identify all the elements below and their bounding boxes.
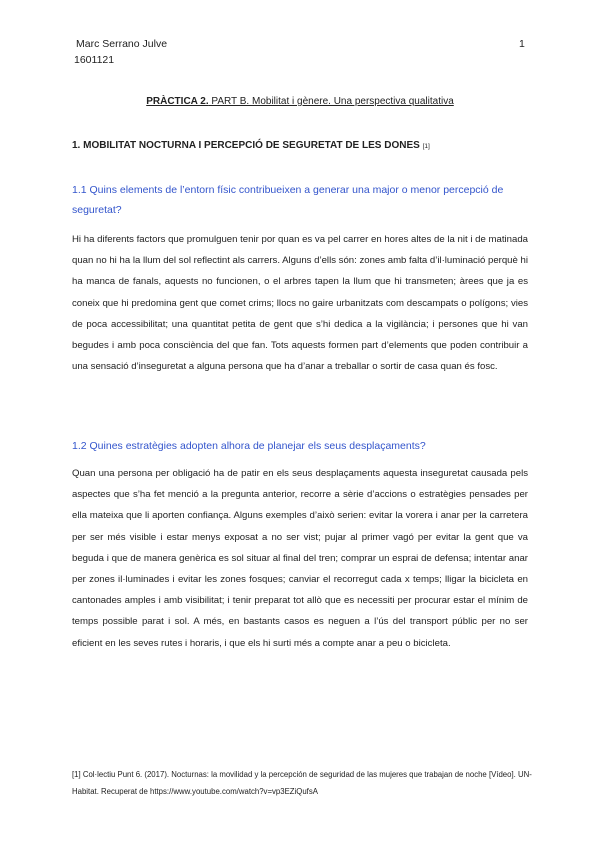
section-heading bbox=[72, 140, 430, 151]
header-student-id: 1601121 bbox=[74, 54, 115, 66]
question-2-answer: Quan una persona per obligació ha de patir en els seus desplaçaments aquesta inseguretat causada pels aspectes que s’ha fet menció a la pregunta anterior, recorre a sèrie d’accions o estratègies pensades per ella mateixa que li aporten confiança. Alguns exemples d’això serien: evitar la vorera i anar per la carretera per ser més visible i estar menys exposat a no ser vist; pujar al primer vagó per evitar la gent que va beguda i que de manera genèrica es sol situar al final del tren; comprar un esprai de defensa; intentar anar per zones il·luminades i evitar les zones fosques; canviar el recorregut cada x temps; lligar la bicicleta en cantonades amples i amb visibilitat; i tenir preparat tot allò que es necessiti per procurar estar el mínim de temps possible parat i sol. A més, en bastants casos es neguen a l’ús del transport públic per no ser eficient en les seves rutes i horaris, i que els hi surti més a compte anar a peu o bicicleta. bbox=[72, 468, 528, 649]
question-1-answer: Hi ha diferents factors que promulguen tenir por quan es va pel carrer en hores altes de la nit i de matinada quan no hi ha la llum del sol reflectint als carrers. Alguns d’ells són: zones amb falta d’il·luminació perquè hi ha manca de fanals, aquests no funcionen, o el arbres tapen la llum que hi transmeten; àrees que ja es coneix que hi predomina gent que comet crims; llocs no gaire urbanitzats com descampats o polígons; vies de poca accessibilitat; una quantitat petita de gent que s’hi dedica a la vigilància; i persones que hi van begudes i amb poca consciència del que fan. Tots aquests formen part d’elements que poden contribuir a una sensació d’inseguretat a alguna persona que ha d’anar a treballar o sortir de casa quan és fosc. bbox=[72, 234, 528, 373]
question-2-title: 1.2 Quines estratègies adopten alhora de planejar els seus desplaçaments? bbox=[72, 440, 426, 452]
footnote: [1] Col·lectiu Punt 6. (2017). Nocturnas: la movilidad y la percepción de seguridad de las mujeres que trabajan de noche [Vídeo]. UN-Habitat. Recuperat de https://www.youtube.com/watch?v=vp3EZiQufsA bbox=[72, 770, 532, 796]
question-1-title: 1.1 Quins elements de l’entorn físic contribueixen a generar una major o menor percepció de seguretat? bbox=[72, 184, 504, 216]
section-heading-ref: [1] bbox=[422, 143, 430, 150]
title-rest: PART B. Mobilitat i gènere. Una perspectiva qualitativa bbox=[208, 96, 454, 107]
section-heading-text: 1. MOBILITAT NOCTURNA I PERCEPCIÓ DE SEGURETAT DE LES DONES bbox=[72, 140, 420, 151]
page-number: 1 bbox=[519, 38, 525, 50]
title-practice: PRÀCTICA 2. bbox=[146, 96, 209, 107]
header-author: Marc Serrano Julve bbox=[76, 38, 168, 50]
document-title bbox=[0, 96, 600, 107]
